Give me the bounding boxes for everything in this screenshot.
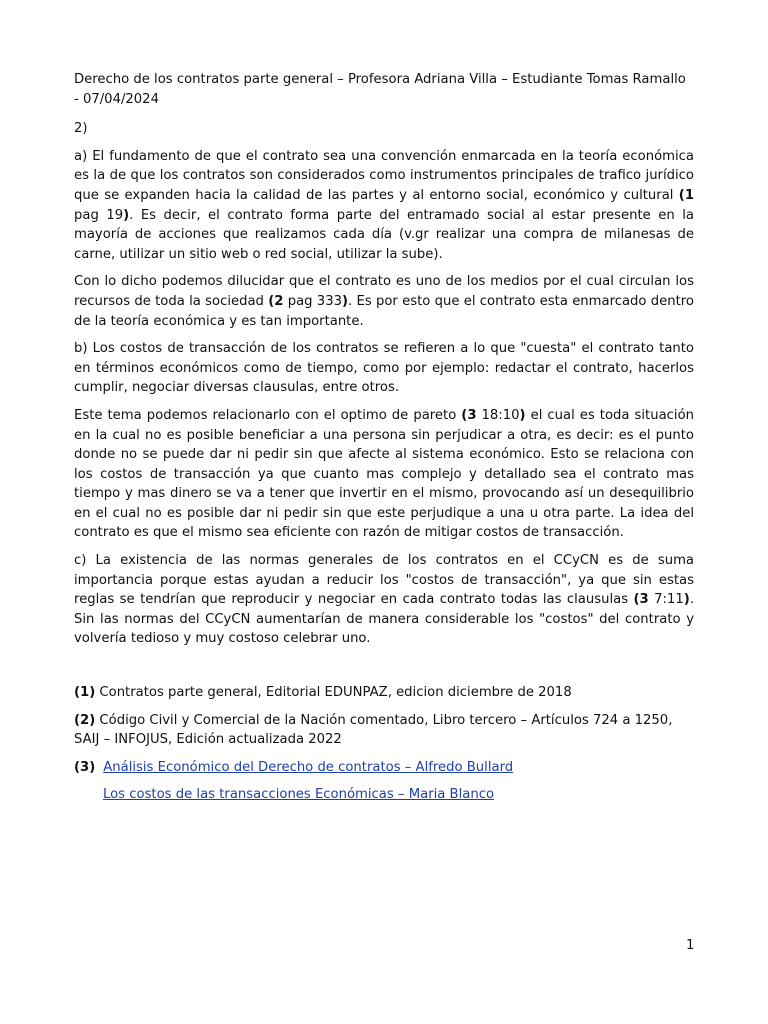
references xyxy=(74,683,694,805)
page-number: 1 xyxy=(686,938,695,953)
citation-3b: (3 xyxy=(633,592,649,608)
paragraph-b2: Este tema podemos relacionarlo con el optimo de pareto (3 18:10) el cual es toda situación en la cual no es posible beneficiar a una persona sin perjudicar a otra, es decir: es el punto donde no se puede dar ni pedir sin que afecte al sistema económico. Esto se relaciona con los costos de transacción ya que cuanto mas complejo y detallado sea el contrato mas tiempo y mas dinero se va a tener que invertir en el mismo, provocando así un desequilibrio en el cual no es posible dar ni pedir sin que este perjudique a una u otra parte. La idea del contrato es que el mismo sea eficiente con razón de mitigar costos de transacción. xyxy=(74,407,695,541)
document-page xyxy=(74,70,694,813)
reference-3-second xyxy=(103,785,694,805)
reference-3-link-blanco[interactable]: Los costos de las transacciones Económicas – Maria Blanco xyxy=(103,787,495,803)
citation-3: (3 xyxy=(461,407,477,423)
document-header: Derecho de los contratos parte general – Profesora Adriana Villa – Estudiante Tomas Ramallo - 07/04/2024 xyxy=(74,72,686,107)
reference-3: (3) Análisis Económico del Derecho de contratos – Alfredo Bullard xyxy=(74,759,514,775)
paragraph-c1: c) La existencia de las normas generales de los contratos en el CCyCN es de suma importancia porque estas ayudan a reducir los "costos de transacción", ya que sin estas reglas se tendrían que reproducir y negociar en cada contrato todas las clausulas (3 7:11). Sin las normas del CCyCN aumentarían de manera considerable los "costos" del contrato y volvería tedioso y muy costoso celebrar uno. xyxy=(74,553,695,647)
question-number: 2) xyxy=(74,121,88,137)
reference-3-link-bullard[interactable]: Análisis Económico del Derecho de contratos – Alfredo Bullard xyxy=(103,759,514,775)
paragraph-a1: a) El fundamento de que el contrato sea una convención enmarcada en la teoría económica es la de que los contratos son considerados como instrumentos principales de trafico jurídico que se expanden hacia la calidad de las partes y al entorno social, económico y cultural (1 pag 19). Es decir, el contrato forma parte del entramado social al estar presente en la mayoría de acciones que realizamos cada día (v.gr realizar una compra de milanesas de carne, utilizar un sitio web o red social, utilizar la sube). xyxy=(74,148,694,262)
citation-2: (2 xyxy=(268,293,284,309)
paragraph-b1: b) Los costos de transacción de los contratos se refieren a lo que "cuesta" el contrato tanto en términos económicos como de tiempo, como por ejemplo: redactar el contrato, hacerlos cumplir, negociar diversas clausulas, entre otros. xyxy=(74,341,694,396)
paragraph-a2: Con lo dicho podemos dilucidar que el contrato es uno de los medios por el cual circulan los recursos de toda la sociedad (2 pag 333). Es por esto que el contrato esta enmarcado dentro de la teoría económica y es tan importante. xyxy=(74,274,694,329)
reference-1: (1) Contratos parte general, Editorial EDUNPAZ, edicion diciembre de 2018 xyxy=(74,685,572,701)
reference-2: (2) Código Civil y Comercial de la Nación comentado, Libro tercero – Artículos 724 a 1250, SAIJ – INFOJUS, Edición actualizada 2022 xyxy=(74,712,673,748)
citation-1: (1 xyxy=(678,187,694,203)
